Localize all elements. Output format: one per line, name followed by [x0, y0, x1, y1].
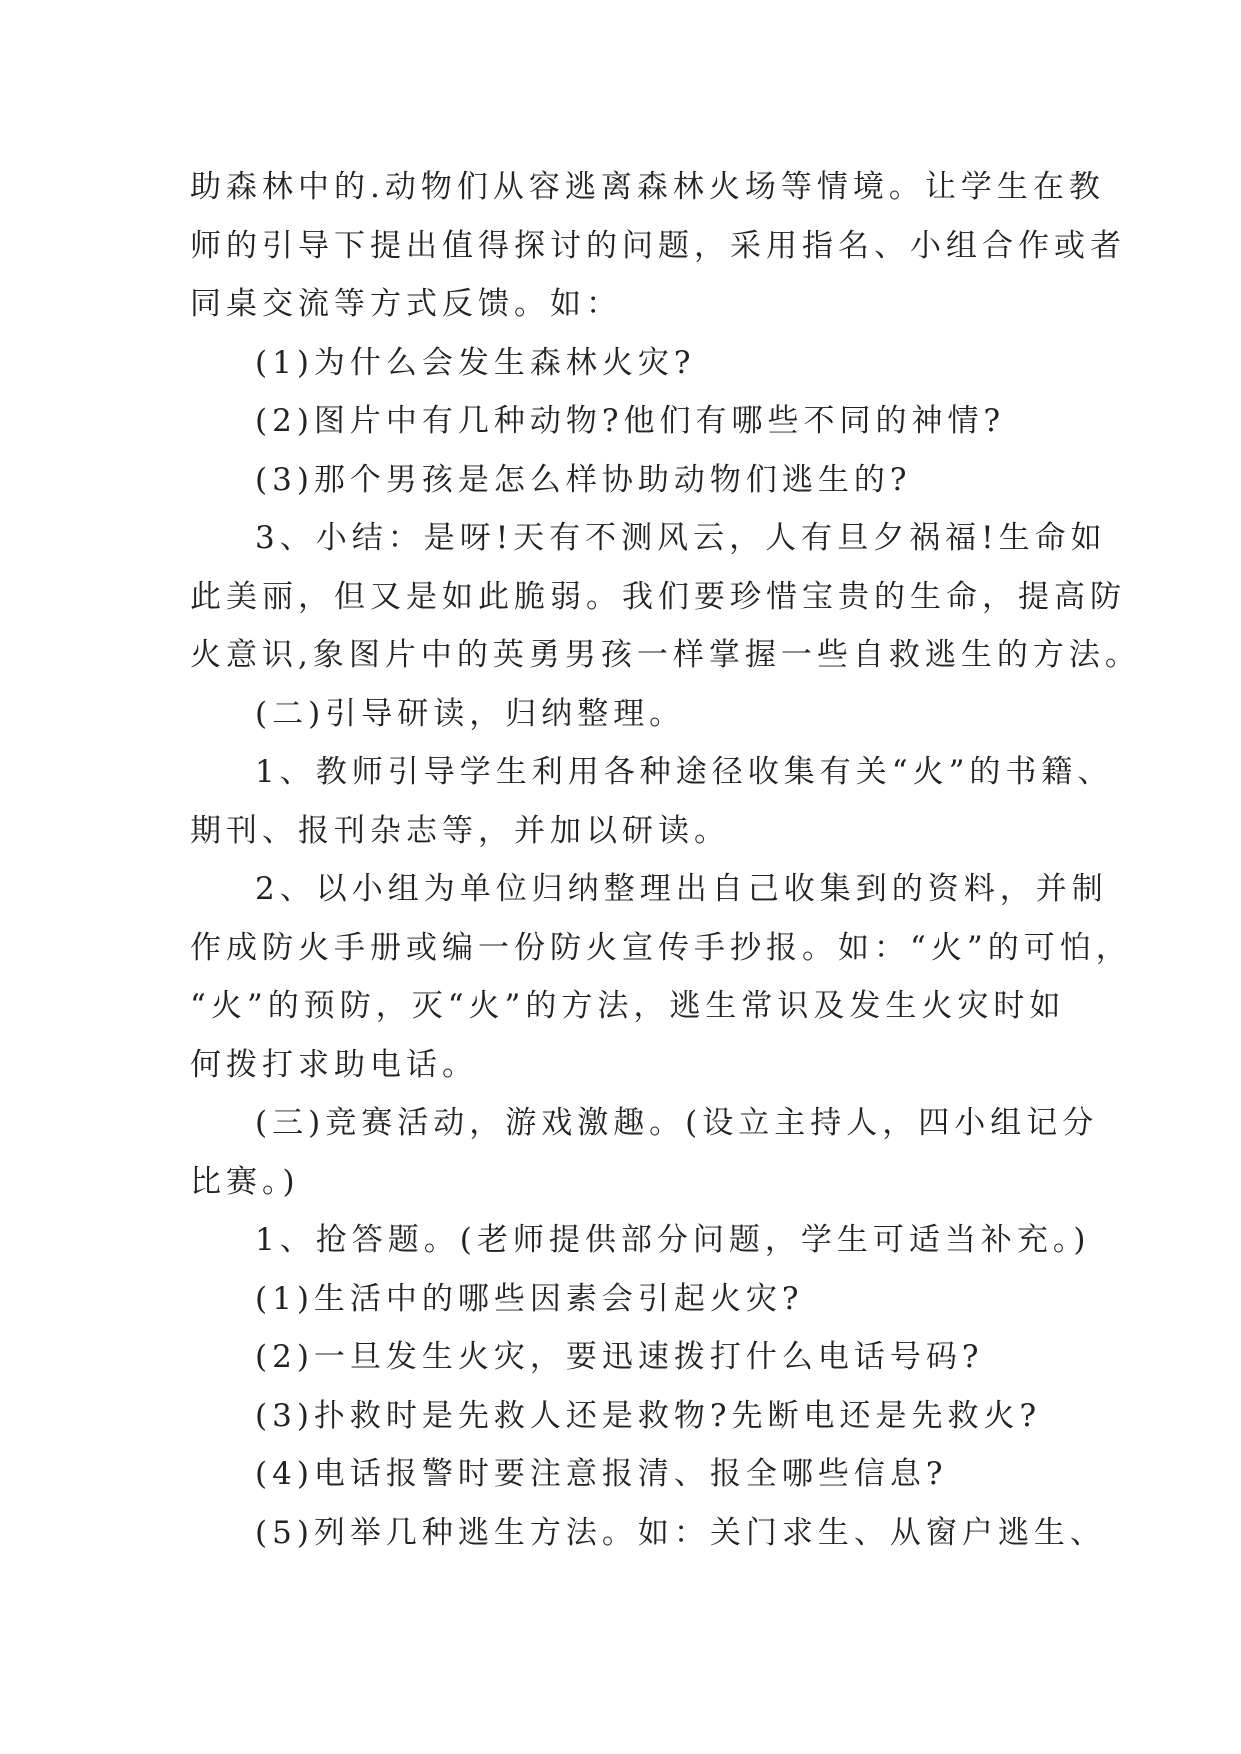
question-line: (3)扑救时是先救人还是救物?先断电还是先救火? — [255, 1397, 1042, 1434]
text-line: 何拨打求助电话。 — [190, 1046, 478, 1083]
document-body — [190, 158, 1141, 1562]
paragraph-start-line: 1、抢答题。(老师提供部分问题，学生可适当补充。) — [255, 1222, 1091, 1258]
text-line: 助森林中的.动物们从容逃离森林火场等情境。让学生在教 — [190, 169, 1105, 205]
question-line: (5)列举几种逃生方法。如：关门求生、从窗户逃生、 — [255, 1514, 1106, 1551]
question-line: (3)那个男孩是怎么样协助动物们逃生的? — [255, 461, 912, 498]
section-heading: (三)竞赛活动，游戏激趣。(设立主持人，四小组记分 — [255, 1105, 1099, 1141]
text-line: 作成防火手册或编一份防火宣传手抄报。如：“火”的可怕， — [190, 929, 1132, 966]
text-line: “火”的预防，灭“火”的方法，逃生常识及发生火灾时如 — [190, 988, 1066, 1024]
paragraph-start-line: 2、以小组为单位归纳整理出自己收集到的资料，并制 — [255, 871, 1108, 907]
text-line: 师的引导下提出值得探讨的问题，采用指名、小组合作或者 — [190, 227, 1126, 264]
paragraph-start-line: 3、小结：是呀!天有不测风云，人有旦夕祸福!生命如 — [255, 520, 1107, 556]
section-heading: (二)引导研读，归纳整理。 — [255, 695, 686, 732]
text-line: 同桌交流等方式反馈。如： — [190, 286, 622, 322]
text-line: 此美丽，但又是如此脆弱。我们要珍惜宝贵的生命，提高防 — [190, 578, 1126, 615]
paragraph-start-line: 1、教师引导学生利用各种途径收集有关“火”的书籍、 — [255, 754, 1114, 790]
question-line: (1)生活中的哪些因素会引起火灾? — [255, 1280, 804, 1317]
question-line: (2)图片中有几种动物?他们有哪些不同的神情? — [255, 403, 1006, 439]
text-line: 比赛。) — [190, 1163, 300, 1200]
question-line: (1)为什么会发生森林火灾? — [255, 344, 696, 381]
question-line: (2)一旦发生火灾，要迅速拨打什么电话号码? — [255, 1339, 984, 1375]
text-line: 火意识,象图片中的英勇男孩一样掌握一些自救逃生的方法。 — [190, 637, 1141, 673]
question-line: (4)电话报警时要注意报清、报全哪些信息? — [255, 1456, 948, 1492]
text-line: 期刊、报刊杂志等，并加以研读。 — [190, 812, 730, 849]
